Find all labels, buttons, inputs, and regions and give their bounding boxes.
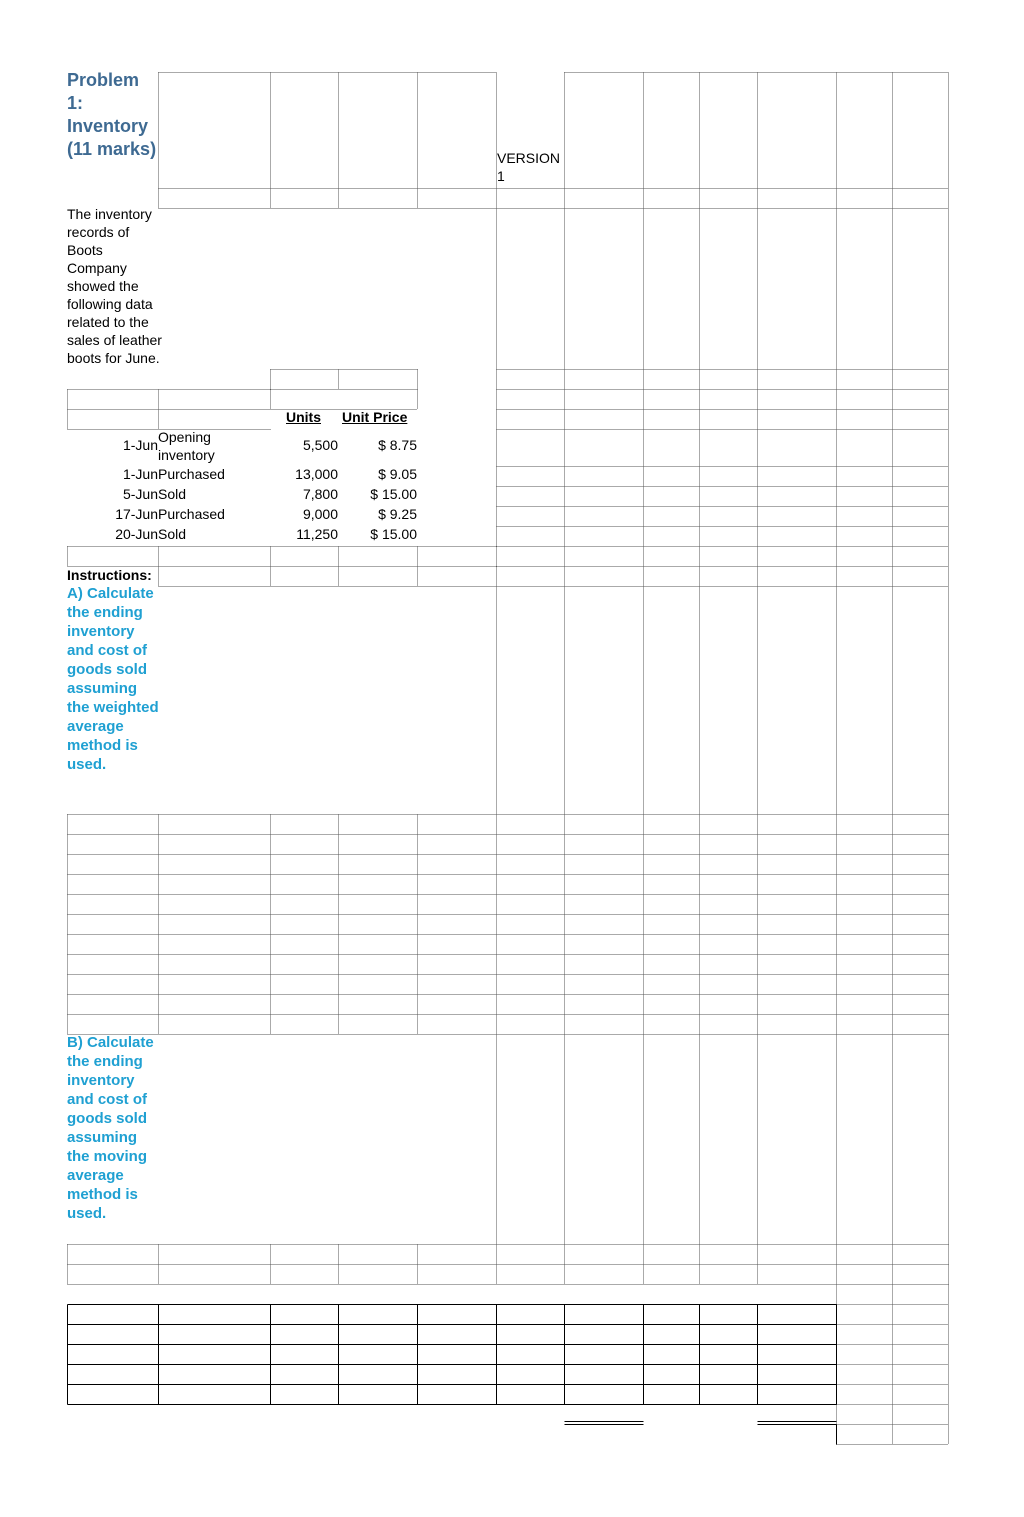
row-desc: Sold — [158, 526, 187, 542]
row-price: $ 15.00 — [370, 526, 417, 542]
row-date: 1-Jun — [122, 437, 158, 453]
row-price: $ 9.05 — [378, 466, 417, 482]
row-date: 17-Jun — [115, 506, 158, 522]
row-units: 9,000 — [302, 506, 338, 522]
intro-text: The inventory records of Boots Company showed the following data related to the sales of leather boots for June. — [67, 206, 162, 366]
row-desc: Sold — [158, 486, 187, 502]
instructions-label: Instructions: — [67, 567, 152, 583]
row-units: 11,250 — [296, 526, 338, 542]
row-price: $ 8.75 — [378, 437, 417, 453]
row-units: 13,000 — [295, 466, 338, 482]
row-desc: Purchased — [158, 506, 225, 522]
instruction-a: A) Calculate the ending inventory and cost of goods sold assuming the weighted average method is used. — [67, 585, 159, 773]
row-price: $ 15.00 — [370, 486, 417, 502]
row-units: 5,500 — [302, 437, 338, 453]
row-date: 20-Jun — [115, 526, 158, 542]
row-desc: Purchased — [158, 466, 225, 482]
row-date: 1-Jun — [122, 466, 158, 482]
units-header: Units — [286, 409, 321, 425]
row-units: 7,800 — [302, 486, 338, 502]
row-price: $ 9.25 — [378, 506, 417, 522]
version-label: VERSION 1 — [497, 150, 561, 184]
row-date: 5-Jun — [122, 486, 158, 502]
page-title: Problem 1: Inventory (11 marks) — [67, 70, 157, 159]
unit-price-header: Unit Price — [342, 409, 408, 425]
row-desc: Opening inventory — [158, 429, 215, 463]
instruction-b: B) Calculate the ending inventory and cost of goods sold assuming the moving average method is used. — [67, 1034, 154, 1222]
